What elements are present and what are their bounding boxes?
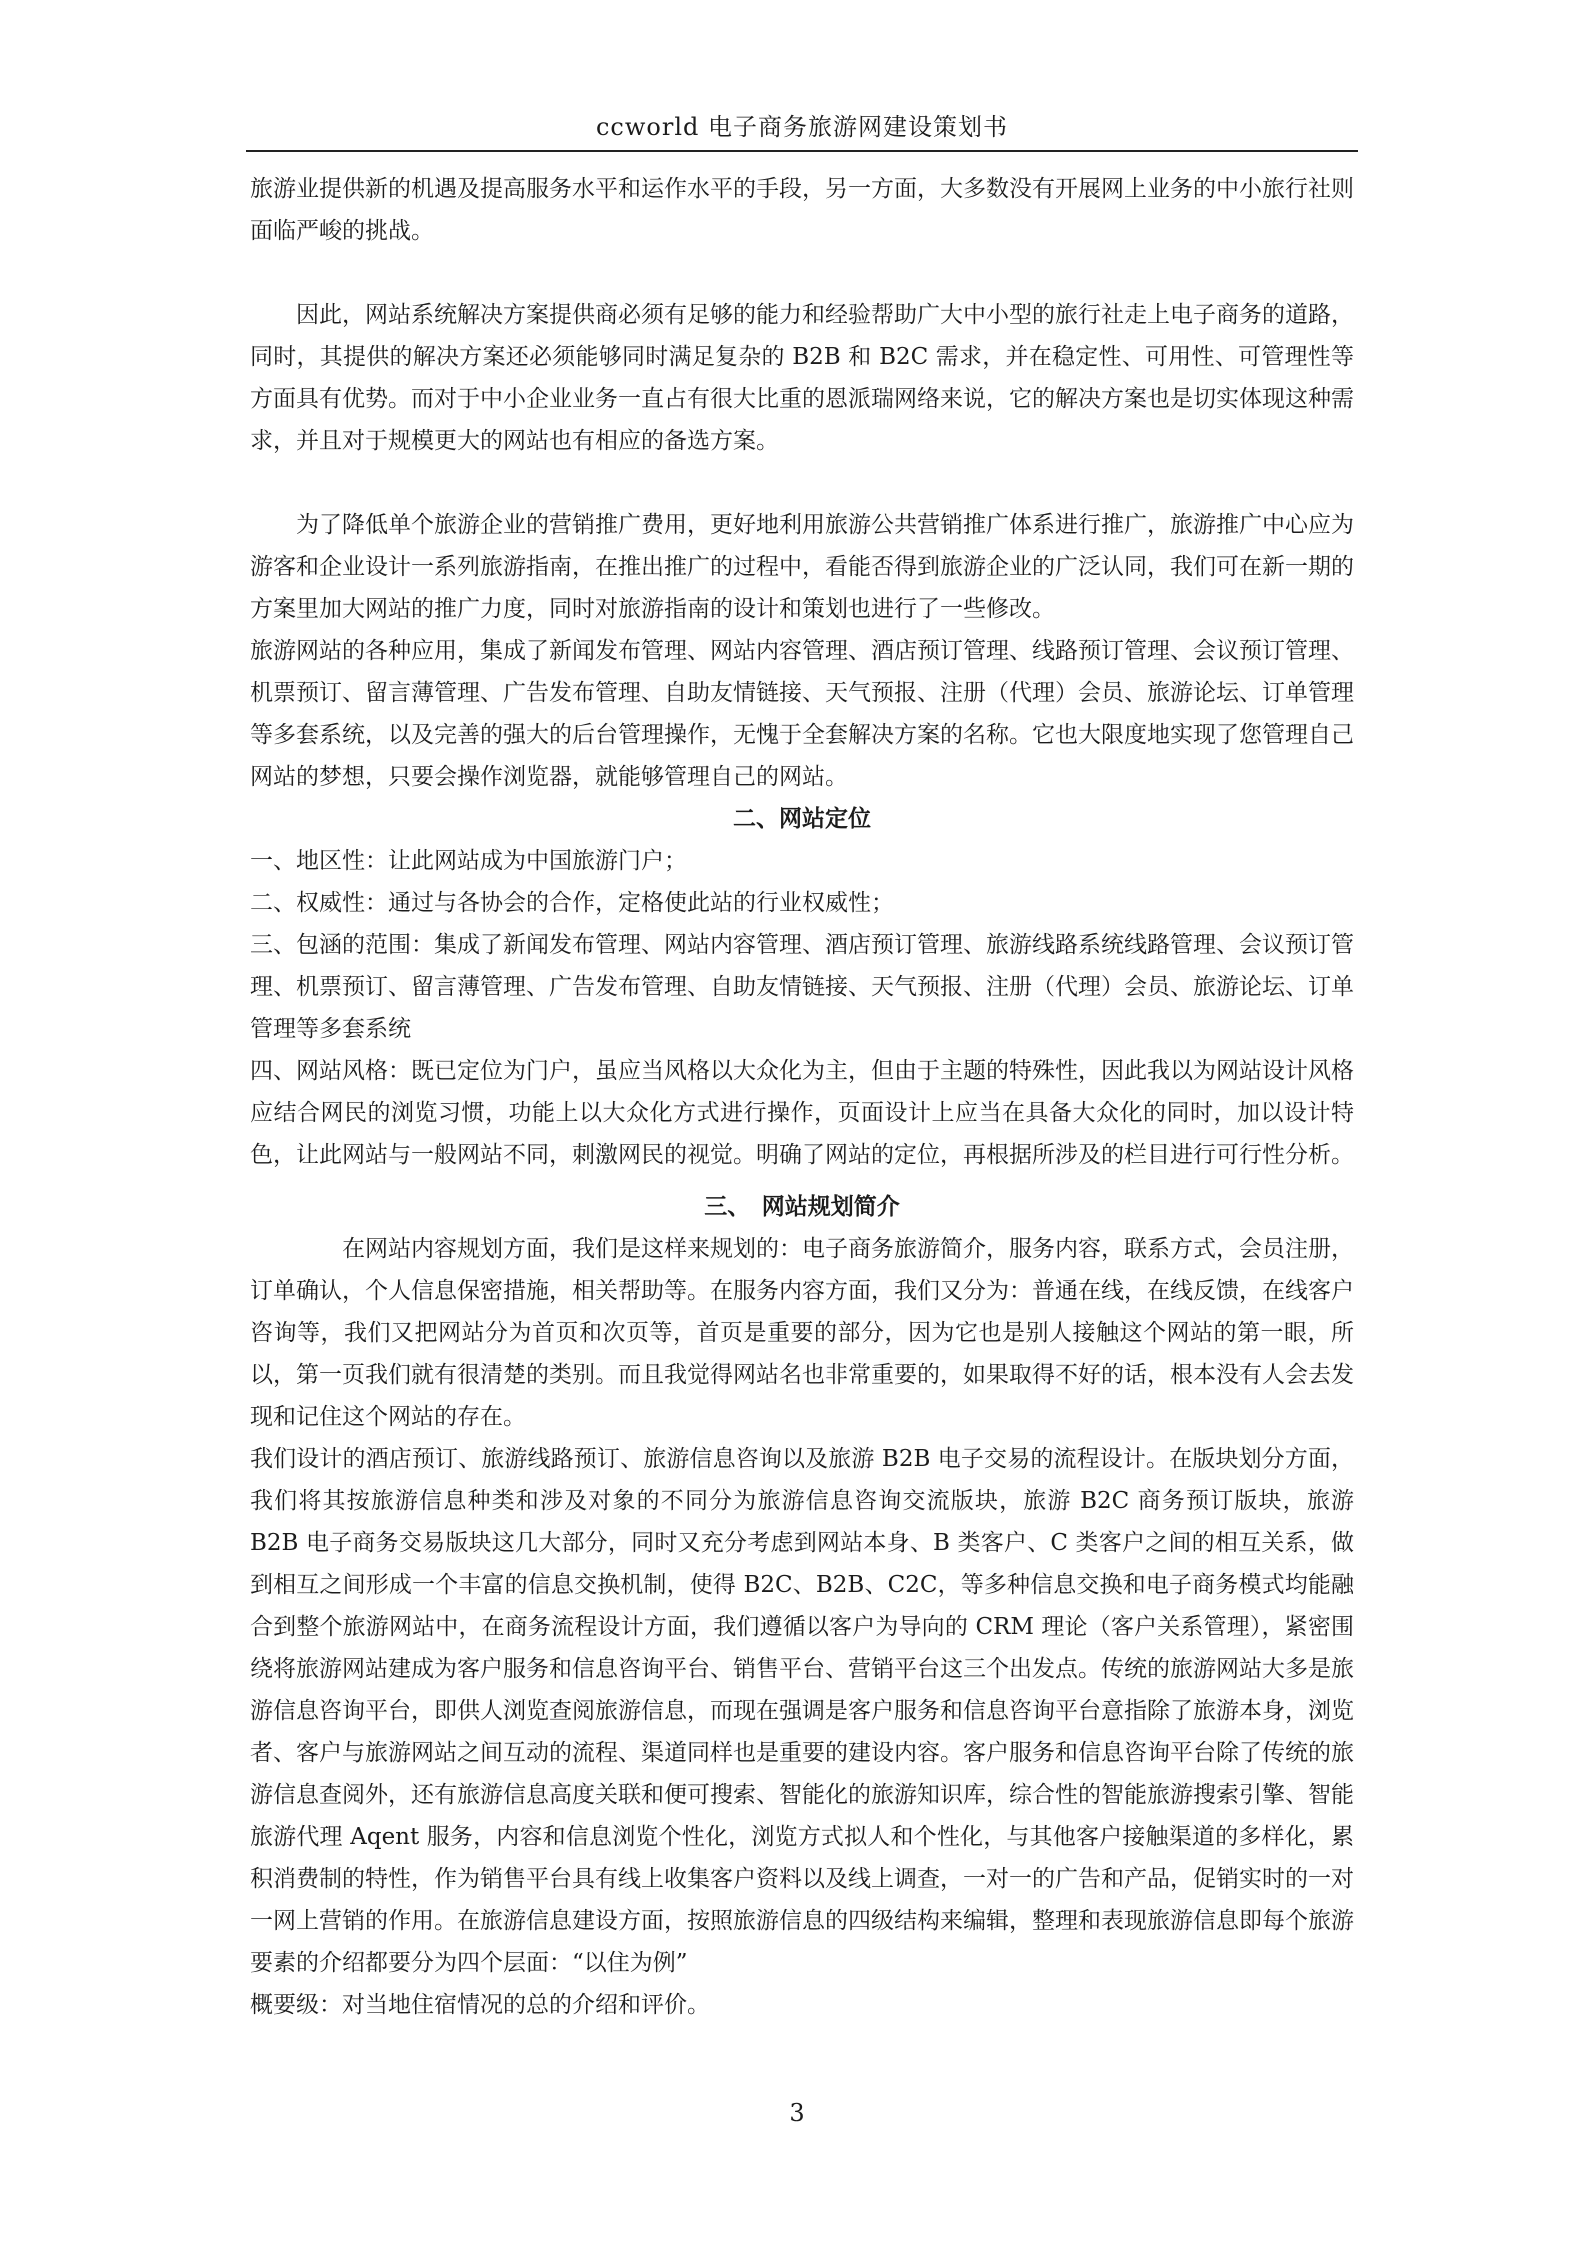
section-heading: 三、 网站规划简介 [704, 1193, 900, 1220]
body-paragraph: 我们设计的酒店预订、旅游线路预订、旅游信息咨询以及旅游 B2B 电子交易的流程设计。在版块划分方面，我们将其按旅游信息种类和涉及对象的不同分为旅游信息咨询交流版块，旅游 B2C 商务预订版块，旅游 B2B 电子商务交易版块这几大部分，同时又充分考虑到网站本身、B 类客户、C 类客户之间的相互关系，做到相互之间形成一个丰富的信息交换机制，使得 B2C、B2B、C2C，等多种信息交换和电子商务模式均能融合到整个旅游网站中，在商务流程设计方面，我们遵循以客户为导向的 CRM 理论（客户关系管理），紧密围绕将旅游网站建成为客户服务和信息咨询平台、销售平台、营销平台这三个出发点。传统的旅游网站大多是旅游信息咨询平台，即供人浏览查阅旅游信息，而现在强调是客户服务和信息咨询平台意指除了旅游本身，浏览者、客户与旅游网站之间互动的流程、渠道同样也是重要的建设内容。客户服务和信息咨询平台除了传统的旅游信息查阅外，还有旅游信息高度关联和便可搜索、智能化的旅游知识库，综合性的智能旅游搜索引擎、智能旅游代理 Aqent 服务，内容和信息浏览个性化，浏览方式拟人和个性化，与其他客户接触渠道的多样化，累积消费制的特性，作为销售平台具有线上收集客户资料以及线上调查，一对一的广告和产品，促销实时的一对一网上营销的作用。在旅游信息建设方面，按照旅游信息的四级结构来编辑，整理和表现旅游信息即每个旅游要素的介绍都要分为四个层面：“以住为例” [250, 1446, 1354, 1976]
paragraph-gap [250, 252, 1354, 294]
section-heading: 二、网站定位 [733, 805, 871, 832]
list-item: 二、权威性：通过与各协会的合作，定格使此站的行业权威性； [250, 890, 894, 916]
body-paragraph: 概要级：对当地住宿情况的总的介绍和评价。 [250, 1992, 710, 2018]
body-paragraph: 旅游业提供新的机遇及提高服务水平和运作水平的手段，另一方面，大多数没有开展网上业务的中小旅行社则面临严峻的挑战。 [250, 176, 1354, 244]
list-item: 三、包涵的范围：集成了新闻发布管理、网站内容管理、酒店预订管理、旅游线路系统线路管理、会议预订管理、机票预订、留言薄管理、广告发布管理、自助友情链接、天气预报、注册（代理）会员、旅游论坛、订单管理等多套系统 [250, 932, 1354, 1042]
body-paragraph: 旅游网站的各种应用，集成了新闻发布管理、网站内容管理、酒店预订管理、线路预订管理、会议预订管理、机票预订、留言薄管理、广告发布管理、自助友情链接、天气预报、注册（代理）会员、旅游论坛、订单管理等多套系统，以及完善的强大的后台管理操作，无愧于全套解决方案的名称。它也大限度地实现了您管理自己网站的梦想，只要会操作浏览器，就能够管理自己的网站。 [250, 638, 1354, 790]
list-item: 一、地区性：让此网站成为中国旅游门户； [250, 848, 687, 874]
page-number: 3 [789, 2099, 805, 2127]
list-item: 四、网站风格：既已定位为门户，虽应当风格以大众化为主，但由于主题的特殊性，因此我以为网站设计风格应结合网民的浏览习惯，功能上以大众化方式进行操作，页面设计上应当在具备大众化的同时，加以设计特色，让此网站与一般网站不同，刺激网民的视觉。明确了网站的定位，再根据所涉及的栏目进行可行性分析。 [250, 1058, 1354, 1168]
document-body [250, 168, 1354, 2026]
body-paragraph: 因此，网站系统解决方案提供商必须有足够的能力和经验帮助广大中小型的旅行社走上电子商务的道路，同时，其提供的解决方案还必须能够同时满足复杂的 B2B 和 B2C 需求，并在稳定性、可用性、可管理性等方面具有优势。而对于中小企业业务一直占有很大比重的恩派瑞网络来说，它的解决方案也是切实体现这种需求，并且对于规模更大的网站也有相应的备选方案。 [250, 302, 1354, 454]
body-paragraph: 在网站内容规划方面，我们是这样来规划的：电子商务旅游简介，服务内容，联系方式，会员注册，订单确认，个人信息保密措施，相关帮助等。在服务内容方面，我们又分为：普通在线，在线反馈，在线客户咨询等，我们又把网站分为首页和次页等，首页是重要的部分，因为它也是别人接触这个网站的第一眼，所以，第一页我们就有很清楚的类别。而且我觉得网站名也非常重要的，如果取得不好的话，根本没有人会去发现和记住这个网站的存在。 [250, 1236, 1354, 1430]
document-header-title: ccworld 电子商务旅游网建设策划书 [595, 113, 1008, 141]
paragraph-gap [250, 462, 1354, 504]
header-divider [246, 150, 1358, 152]
body-paragraph: 为了降低单个旅游企业的营销推广费用，更好地利用旅游公共营销推广体系进行推广，旅游推广中心应为游客和企业设计一系列旅游指南，在推出推广的过程中，看能否得到旅游企业的广泛认同，我们可在新一期的方案里加大网站的推广力度，同时对旅游指南的设计和策划也进行了一些修改。 [250, 512, 1354, 622]
